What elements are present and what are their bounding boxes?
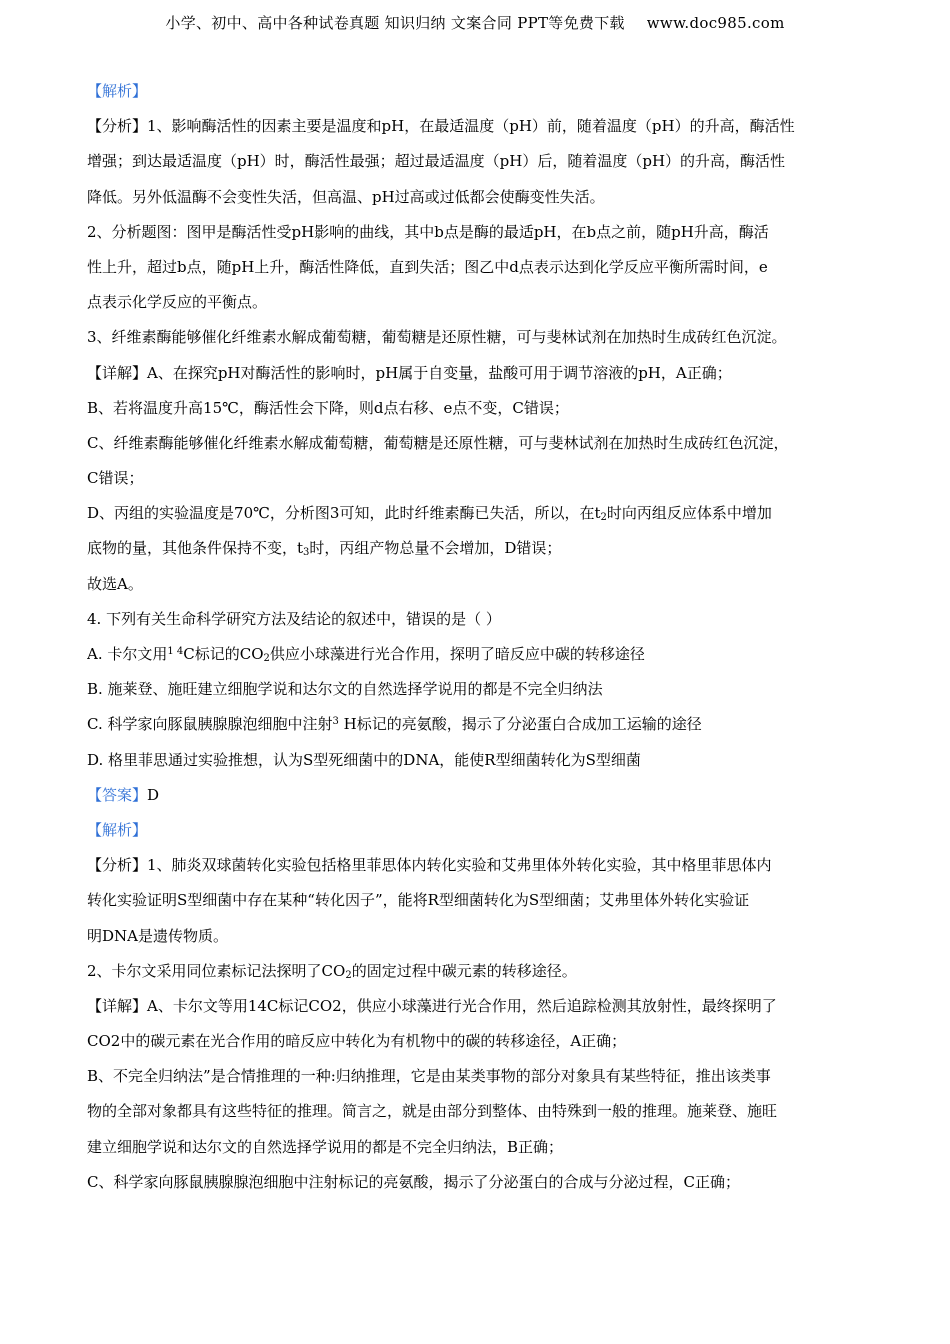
analysis-line: 明DNA是遗传物质。	[87, 926, 228, 945]
analysis-line	[87, 954, 867, 989]
analysis-text: 2、卡尔文采用同位素标记法探明了CO	[87, 961, 346, 980]
detail-line	[87, 496, 867, 531]
detail-line: C、纤维素酶能够催化纤维素水解成葡萄糖，葡萄糖是还原性糖，可与斐林试剂在加热时生成砖红色沉淀，	[87, 433, 789, 452]
detail-line: 建立细胞学说和达尔文的自然选择学说用的都是不完全归纳法，B正确；	[87, 1137, 564, 1156]
detail-line: B、不完全归纳法”是合情推理的一种:归纳推理，它是由某类事物的部分对象具有某些特征，推出该类事	[87, 1067, 771, 1086]
analysis-line: 2、分析题图：图甲是酶活性受pH影响的曲线，其中b点是酶的最适pH，在b点之前，随pH升高，酶活	[87, 222, 769, 241]
detail-line: 【详解】A、在探究pH对酶活性的影响时，pH属于自变量，盐酸可用于调节溶液的pH，A正确；	[87, 363, 732, 382]
superscript: 3	[332, 716, 339, 728]
header-text: 小学、初中、高中各种试卷真题 知识归纳 文案合同 PPT等免费下载	[165, 14, 625, 32]
detail-line: C错误；	[87, 469, 144, 488]
superscript: 1 4	[167, 646, 184, 657]
detail-line: C、科学家向豚鼠胰腺腺泡细胞中注射标记的亮氨酸，揭示了分泌蛋白的合成与分泌过程，C正确；	[87, 1172, 740, 1191]
option-b: B. 施莱登、施旺建立细胞学说和达尔文的自然选择学说用的都是不完全归纳法	[87, 680, 603, 699]
detail-line: 故选A。	[87, 574, 143, 593]
analysis-line: 增强；到达最适温度（pH）时，酶活性最强；超过最适温度（pH）后，随着温度（pH）的升高，酶活性	[87, 152, 786, 171]
header-url[interactable]: www.doc985.com	[646, 14, 785, 32]
analysis-line: 性上升，超过b点，随pH上升，酶活性降低，直到失活；图乙中d点表示达到化学反应平衡所需时间，e	[87, 257, 768, 276]
analysis-text: 的固定过程中碳元素的转移途径。	[351, 961, 577, 980]
answer-label: 【答案】	[87, 785, 148, 804]
analysis-line: 【分析】1、肺炎双球菌转化实验包括格里菲思体内转化实验和艾弗里体外转化实验，其中格里菲思体内	[87, 856, 772, 875]
jiexi-label: 【解析】	[87, 82, 148, 100]
option-c	[87, 707, 867, 742]
page-header	[0, 12, 950, 33]
answer-line	[87, 778, 867, 813]
detail-line: B、若将温度升高15℃，酶活性会下降，则d点右移、e点不变，C错误；	[87, 398, 569, 417]
subscript: 3	[303, 547, 310, 559]
subscript: 2	[263, 653, 270, 664]
detail-text: D、丙组的实验温度是70℃，分析图3可知，此时纤维素酶已失活，所以，在t	[87, 504, 601, 523]
detail-text: 底物的量，其他条件保持不变，t	[87, 539, 304, 558]
detail-line	[87, 531, 867, 566]
detail-line: 【详解】A、卡尔文等用14C标记CO2，供应小球藻进行光合作用，然后追踪检测其放射性，最终探明了	[87, 996, 777, 1015]
option-text: C. 科学家向豚鼠胰腺腺泡细胞中注射	[87, 715, 333, 734]
option-text: H标记的亮氨酸，揭示了分泌蛋白合成加工运输的途径	[338, 715, 702, 734]
subscript: 2	[345, 969, 352, 981]
document-body	[87, 74, 867, 1200]
subscript: 2	[600, 512, 607, 524]
option-text: 供应小球藻进行光合作用，探明了暗反应中碳的转移途径	[269, 645, 645, 663]
option-text: C标记的CO	[183, 645, 264, 663]
detail-text: 时，丙组产物总量不会增加，D错误；	[309, 539, 562, 558]
detail-line: 物的全部对象都具有这些特征的推理。简言之，就是由部分到整体、由特殊到一般的推理。施莱登、施旺	[87, 1102, 778, 1121]
option-text: A. 卡尔文用	[87, 645, 168, 663]
analysis-line: 降低。另外低温酶不会变性失活，但高温、pH过高或过低都会使酶变性失活。	[87, 187, 605, 206]
analysis-line: 点表示化学反应的平衡点。	[87, 293, 268, 312]
jiexi-label: 【解析】	[87, 820, 148, 839]
detail-line: CO2中的碳元素在光合作用的暗反应中转化为有机物中的碳的转移途径，A正确；	[87, 1032, 627, 1051]
answer-value: D	[147, 785, 160, 804]
option-a	[87, 637, 867, 672]
option-d: D. 格里菲思通过实验推想，认为S型死细菌中的DNA，能使R型细菌转化为S型细菌	[87, 750, 641, 769]
question-stem: 4. 下列有关生命科学研究方法及结论的叙述中，错误的是（ ）	[87, 609, 501, 628]
analysis-line: 转化实验证明S型细菌中存在某种“转化因子”，能将R型细菌转化为S型细菌；艾弗里体外转化实验证	[87, 891, 750, 910]
analysis-line: 【分析】1、影响酶活性的因素主要是温度和pH，在最适温度（pH）前，随着温度（pH）的升高，酶活性	[87, 117, 795, 136]
detail-text: 时向丙组反应体系中增加	[606, 504, 772, 523]
analysis-line: 3、纤维素酶能够催化纤维素水解成葡萄糖，葡萄糖是还原性糖，可与斐林试剂在加热时生成砖红色沉淀。	[87, 328, 787, 347]
